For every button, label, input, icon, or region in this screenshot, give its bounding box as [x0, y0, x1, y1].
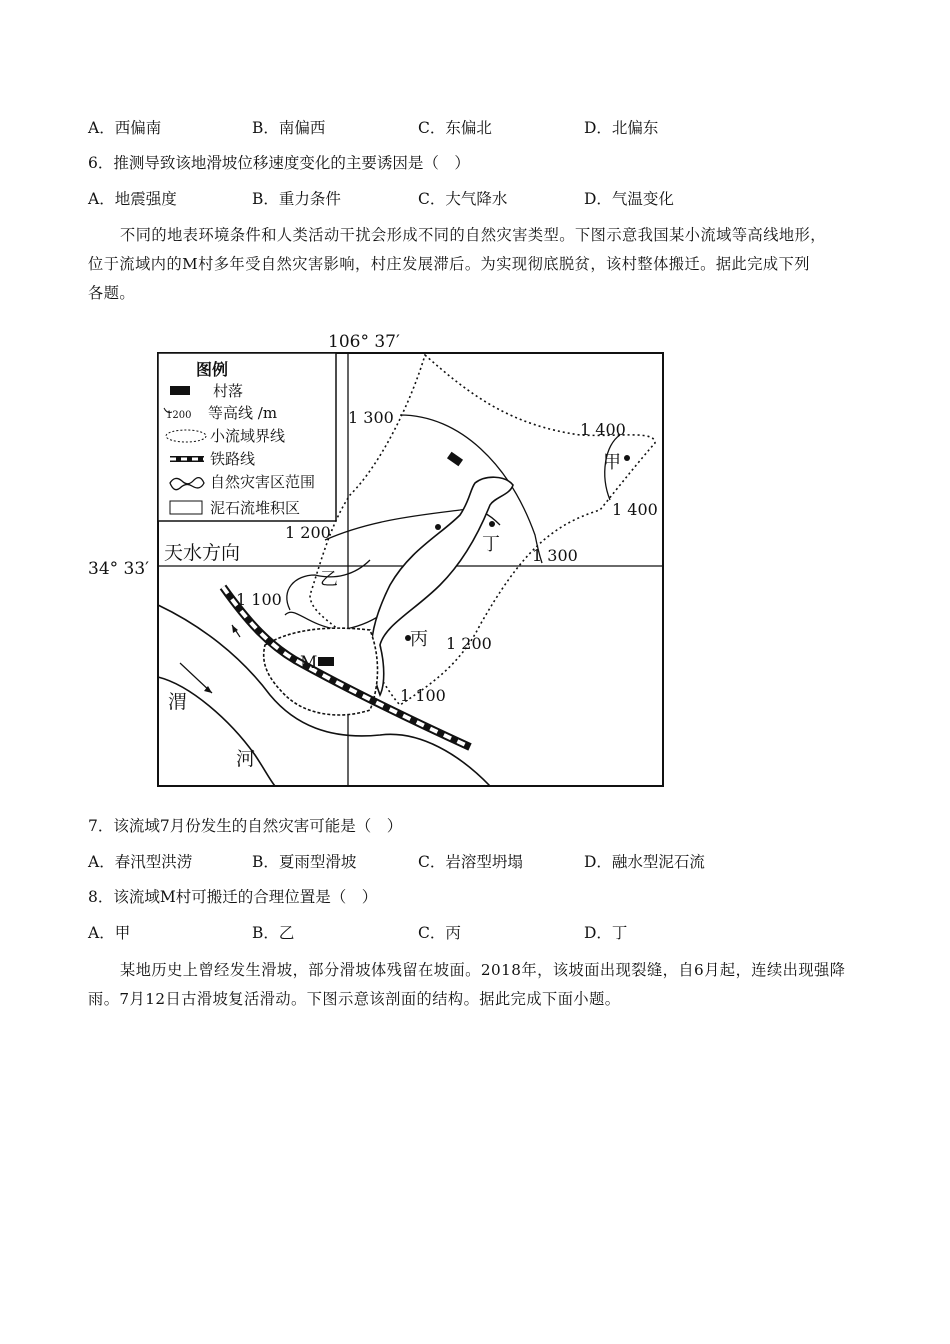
intro-paragraph-1	[88, 221, 878, 308]
q5-option-c: C．东偏北	[418, 119, 492, 137]
debris-flow-channel	[371, 477, 513, 695]
intro1-line-2: 位于流域内的M村多年受自然灾害影响，村庄发展滞后。为实现彻底脱贫，该村整体搬迁。据此完成下列	[88, 255, 810, 273]
village-marker-north	[447, 452, 463, 467]
q7-option-d: D．融水型泥石流	[584, 853, 705, 871]
q6-options	[88, 187, 878, 211]
contour-label-1300-b: 1 300	[532, 546, 578, 565]
place-label-yi: 乙	[320, 569, 338, 590]
q7-options	[88, 850, 878, 874]
place-label-m: M	[300, 653, 318, 673]
q7-option-b: B．夏雨型滑坡	[252, 853, 357, 871]
latitude-label: 34° 33′	[88, 559, 150, 579]
contour-label-1300-a: 1 300	[348, 408, 394, 427]
legend-railway: 铁路线	[210, 450, 256, 468]
point-jia-dot	[624, 455, 630, 461]
intro1-line-3: 各题。	[88, 284, 136, 302]
q5-option-b: B．南偏西	[252, 119, 326, 137]
contour-map-figure	[80, 325, 680, 795]
intro-paragraph-2	[88, 956, 878, 1014]
intro1-line-1: 不同的地表环境条件和人类活动干扰会形成不同的自然灾害类型。下图示意我国某小流域等高线地形，	[120, 226, 826, 244]
q8-option-c: C．丙	[418, 924, 461, 942]
place-label-ding: 丁	[482, 534, 500, 555]
q8-options	[88, 921, 878, 945]
legend-debris: 泥石流堆积区	[210, 499, 301, 517]
q5-option-d: D．北偏东	[584, 119, 659, 137]
q7-stem: 7．该流域7月份发生的自然灾害可能是（ ）	[88, 817, 403, 835]
village-symbol	[170, 386, 190, 395]
place-label-bing: 丙	[410, 629, 428, 650]
q8-option-b: B．乙	[252, 924, 295, 942]
legend-title: 图例	[196, 360, 229, 379]
contour-label-1100-b: 1 100	[400, 686, 446, 705]
contour-label-1100-a: 1 100	[236, 590, 282, 609]
q6-option-a: A．地震强度	[88, 190, 177, 208]
contour-label-1200-a: 1 200	[285, 523, 331, 542]
debris-area-symbol	[170, 501, 202, 514]
point-ding-dot	[489, 521, 495, 527]
village-marker-m	[318, 657, 334, 666]
point-dot-channel	[435, 524, 441, 530]
river-char-1: 渭	[168, 691, 188, 713]
legend-village: 村落	[213, 382, 244, 400]
longitude-label: 106° 37′	[328, 332, 400, 352]
q6-option-b: B．重力条件	[252, 190, 341, 208]
q5-options	[88, 116, 878, 140]
q6-option-d: D．气温变化	[584, 190, 674, 208]
q8-option-a: A．甲	[88, 924, 131, 942]
q6-option-c: C．大气降水	[418, 190, 508, 208]
legend-contour-value: 1200	[166, 410, 192, 421]
river-char-2: 河	[236, 748, 256, 770]
intro2-line-1: 某地历史上曾经发生滑坡，部分滑坡体残留在坡面。2018年，该坡面出现裂缝，自6月起，连续出现强降	[120, 961, 846, 979]
contour-label-1200-b: 1 200	[446, 634, 492, 653]
contour-label-1400-b: 1 400	[612, 500, 658, 519]
legend-contour: 等高线 /m	[208, 404, 278, 422]
direction-label: 天水方向	[164, 542, 241, 564]
q7-option-a: A．春汛型洪涝	[88, 853, 193, 871]
place-label-jia: 甲	[603, 452, 621, 473]
legend-hazard: 自然灾害区范围	[210, 473, 316, 491]
intro2-line-2: 雨。7月12日古滑坡复活滑动。下图示意该剖面的结构。据此完成下面小题。	[88, 990, 621, 1008]
q8-stem: 8．该流域M村可搬迁的合理位置是（ ）	[88, 888, 378, 906]
q5-option-a: A．西偏南	[88, 119, 162, 137]
q8-option-d: D．丁	[584, 924, 628, 942]
q7-option-c: C．岩溶型坍塌	[418, 853, 523, 871]
legend-watershed: 小流域界线	[210, 427, 286, 445]
q6-stem: 6．推测导致该地滑坡位移速度变化的主要诱因是（ ）	[88, 154, 470, 172]
contour-label-1400-a: 1 400	[580, 420, 626, 439]
